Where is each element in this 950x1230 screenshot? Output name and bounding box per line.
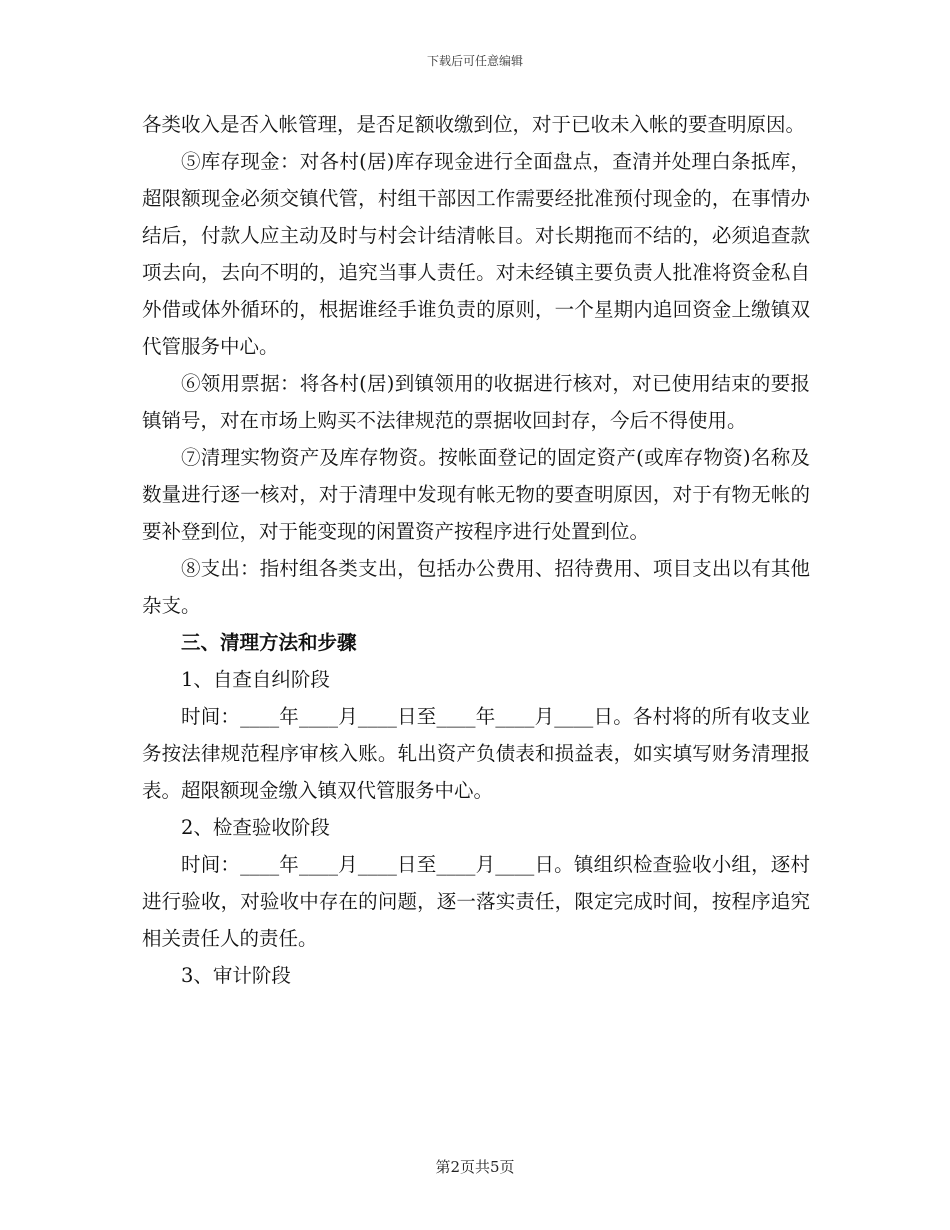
- paragraph-receipts: ⑥领用票据：将各村(居)到镇领用的收据进行核对，对已使用结束的要报镇销号，对在市场上购买不法律规范的票据收回封存，今后不得使用。: [142, 372, 810, 432]
- page-header-note: 下载后可任意编辑: [426, 54, 523, 68]
- subheading-audit: 3、审计阶段: [181, 964, 291, 987]
- paragraph-self-check-time: 时间：____年____月____日至____年____月____日。各村将的所有收支业务按法律规范程序审核入账。轧出资产负债表和损益表，如实填写财务清理报表。超限额现金缴入镇双代管服务中心。: [142, 705, 810, 802]
- subheading-inspection: 2、检查验收阶段: [181, 816, 330, 839]
- section-heading-methods: 三、清理方法和步骤: [181, 631, 357, 654]
- subheading-self-check: 1、自查自纠阶段: [181, 668, 330, 691]
- paragraph-inspection-time: 时间：____年____月____日至____月____日。镇组织检查验收小组，逐村进行验收，对验收中存在的问题，逐一落实责任，限定完成时间，按程序追究相关责任人的责任。: [142, 853, 810, 950]
- paragraph-continuation: 各类收入是否入帐管理，是否足额收缴到位，对于已收未入帐的要查明原因。: [142, 113, 806, 136]
- page-number: 第2页共5页: [435, 1158, 515, 1176]
- paragraph-physical-assets: ⑦清理实物资产及库存物资。按帐面登记的固定资产(或库存物资)名称及数量进行逐一核对，对于清理中发现有帐无物的要查明原因，对于有物无帐的要补登到位，对于能变现的闲置资产按程序进行处置到位。: [142, 446, 810, 543]
- paragraph-expenditure: ⑧支出：指村组各类支出，包括办公费用、招待费用、项目支出以有其他杂支。: [142, 557, 810, 617]
- document-body: [142, 106, 810, 994]
- paragraph-cash-inventory: ⑤库存现金：对各村(居)库存现金进行全面盘点，查清并处理白条抵库，超限额现金必须交镇代管，村组干部因工作需要经批准预付现金的，在事情办结后，付款人应主动及时与村会计结清帐目。对长期拖而不结的，必须追查款项去向，去向不明的，追究当事人责任。对未经镇主要负责人批准将资金私自外借或体外循环的，根据谁经手谁负责的原则，一个星期内追回资金上缴镇双代管服务中心。: [142, 150, 810, 358]
